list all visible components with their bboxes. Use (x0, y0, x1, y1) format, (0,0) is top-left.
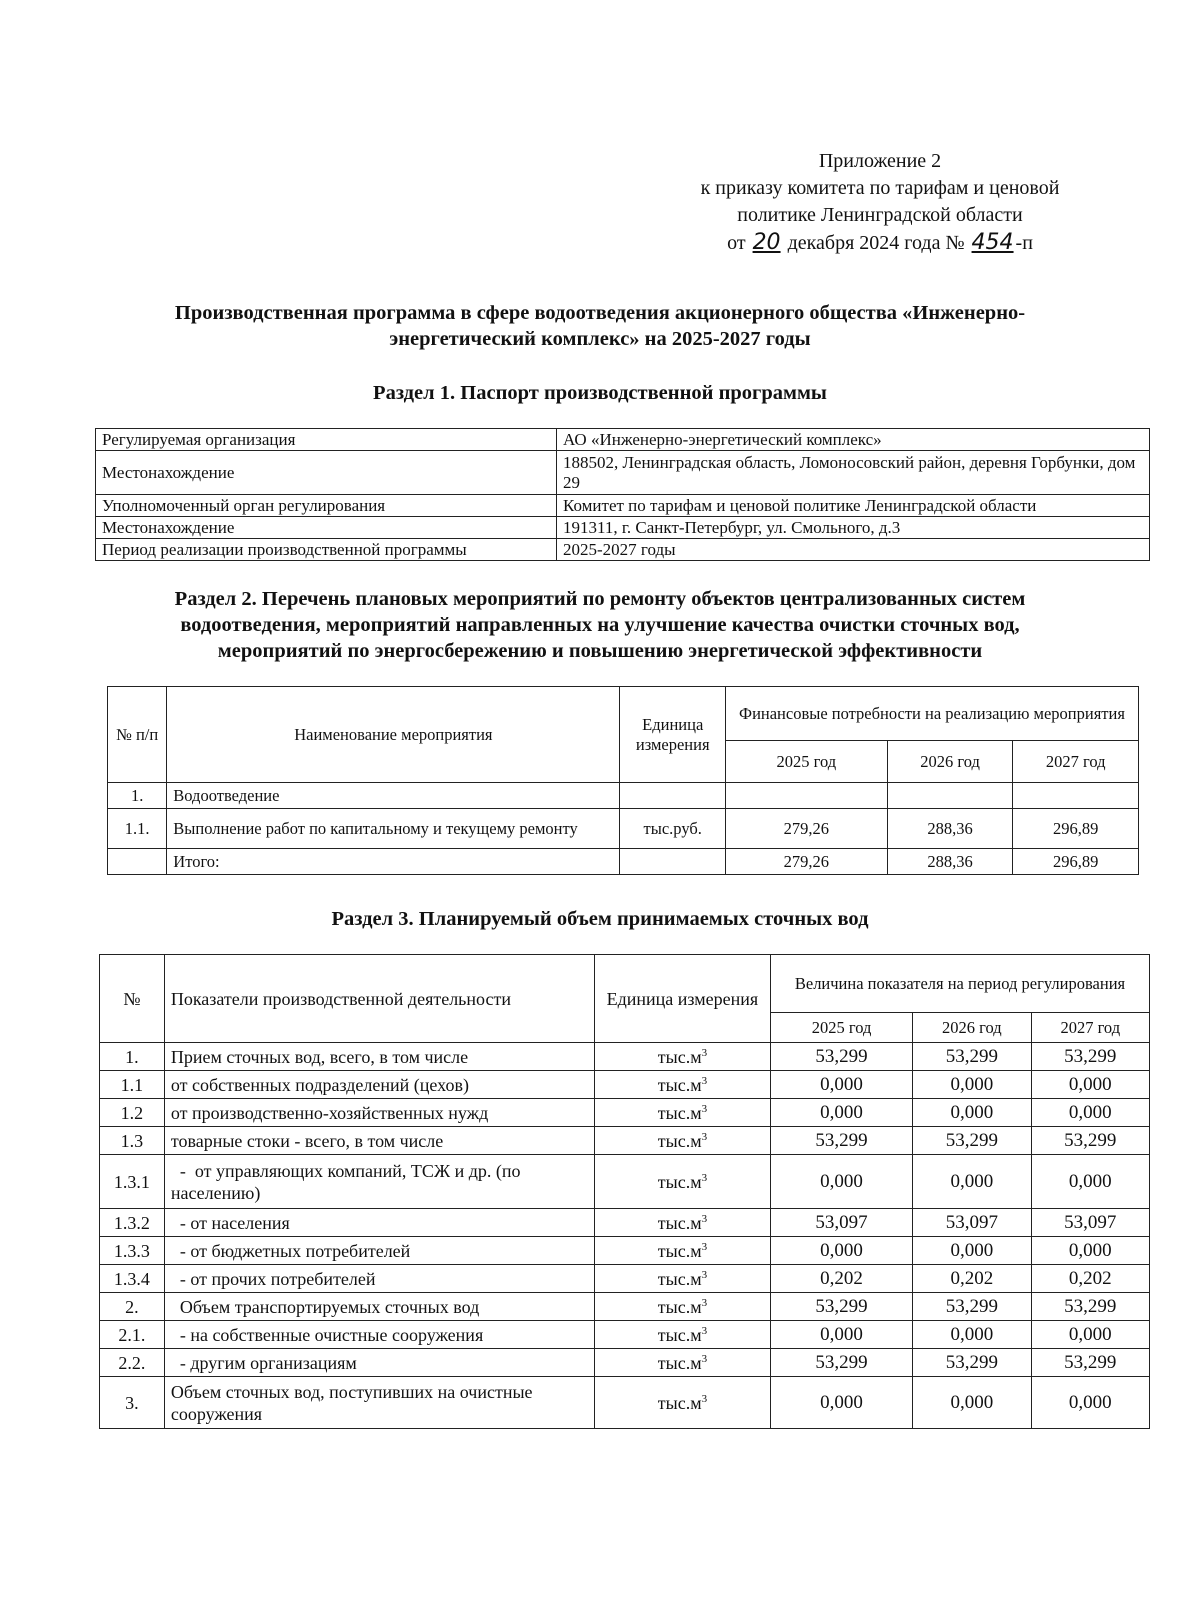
header-2026: 2026 год (913, 1013, 1031, 1043)
unit-base: тыс.м (657, 1268, 702, 1289)
row-num: 1.3.1 (100, 1155, 165, 1209)
passport-row (96, 429, 1150, 451)
row-num: 1.2 (100, 1099, 165, 1127)
row-2026: 53,299 (913, 1349, 1031, 1377)
volumes-row (100, 1293, 1150, 1321)
row-name: - от бюджетных потребителей (164, 1237, 594, 1265)
unit-base: тыс.м (657, 1296, 702, 1317)
unit-base: тыс.м (657, 1324, 702, 1345)
row-2027: 0,000 (1031, 1099, 1149, 1127)
handwritten-day: 20 (752, 230, 781, 255)
row-num: 1. (100, 1043, 165, 1071)
row-name: Итого: (167, 849, 620, 875)
row-2027: 0,000 (1031, 1321, 1149, 1349)
row-2026: 0,000 (913, 1237, 1031, 1265)
row-2026: 288,36 (887, 849, 1013, 875)
passport-table (95, 428, 1150, 561)
row-name: Объем сточных вод, поступивших на очистные сооружения (164, 1377, 594, 1429)
row-num (108, 849, 167, 875)
row-2027: 0,000 (1031, 1071, 1149, 1099)
volumes-row (100, 1155, 1150, 1209)
header-2027: 2027 год (1031, 1013, 1149, 1043)
volumes-row (100, 1099, 1150, 1127)
row-unit (594, 1071, 770, 1099)
header-unit: Единица измерения (594, 955, 770, 1043)
row-2026: 0,202 (913, 1265, 1031, 1293)
row-num: 2. (100, 1293, 165, 1321)
appendix-line-1: Приложение 2 (818, 150, 942, 172)
unit-superscript: 3 (701, 1296, 708, 1309)
row-name: от производственно-хозяйственных нужд (164, 1099, 594, 1127)
row-unit (594, 1293, 770, 1321)
volumes-row (100, 1043, 1150, 1071)
volumes-row (100, 1321, 1150, 1349)
header-num: № п/п (108, 687, 167, 783)
header-2025: 2025 год (725, 741, 887, 783)
section-1-title: Раздел 1. Паспорт производственной программы (373, 382, 827, 404)
row-2025: 53,299 (770, 1043, 912, 1071)
row-2026: 0,000 (913, 1321, 1031, 1349)
unit-base: тыс.м (657, 1102, 702, 1123)
row-2027 (1013, 783, 1139, 809)
row-2025: 0,000 (770, 1321, 912, 1349)
row-2026: 0,000 (913, 1071, 1031, 1099)
row-2025: 53,299 (770, 1349, 912, 1377)
row-name: - от прочих потребителей (164, 1265, 594, 1293)
volumes-body (100, 1043, 1150, 1429)
unit-superscript: 3 (701, 1102, 708, 1115)
passport-row (96, 451, 1150, 495)
appendix-line-3: политике Ленинградской области (737, 204, 1023, 226)
row-2027: 296,89 (1013, 809, 1139, 849)
unit-base: тыс.м (657, 1130, 702, 1151)
row-name: товарные стоки - всего, в том числе (164, 1127, 594, 1155)
row-unit: тыс.руб. (620, 809, 726, 849)
volumes-row (100, 1237, 1150, 1265)
volumes-row (100, 1265, 1150, 1293)
row-2025: 279,26 (725, 849, 887, 875)
unit-base: тыс.м (657, 1240, 702, 1261)
unit-superscript: 3 (701, 1074, 708, 1087)
unit-superscript: 3 (701, 1130, 708, 1143)
row-2025: 0,000 (770, 1377, 912, 1429)
volumes-header-row (100, 955, 1150, 1013)
passport-value: АО «Инженерно-энергетический комплекс» (557, 429, 1150, 451)
unit-base: тыс.м (657, 1074, 702, 1095)
document-title-line-1: Производственная программа в сфере водоотведения акционерного общества «Инженерно- (174, 302, 1026, 324)
row-2025: 0,000 (770, 1071, 912, 1099)
row-2025: 279,26 (725, 809, 887, 849)
row-num: 3. (100, 1377, 165, 1429)
row-2025: 53,299 (770, 1127, 912, 1155)
passport-value: 188502, Ленинградская область, Ломоносовский район, деревня Горбунки, дом 29 (557, 451, 1150, 495)
unit-base: тыс.м (657, 1212, 702, 1233)
row-name: Водоотведение (167, 783, 620, 809)
measures-row (108, 783, 1139, 809)
row-2025: 0,000 (770, 1237, 912, 1265)
appendix-date-line (650, 229, 1110, 257)
section-2-title-line-2: водоотведения, мероприятий направленных на улучшение качества очистки сточных вод, (180, 614, 1020, 636)
section-2-title (80, 586, 1120, 664)
unit-superscript: 3 (701, 1268, 708, 1281)
passport-label: Регулируемая организация (96, 429, 557, 451)
row-2027: 53,299 (1031, 1127, 1149, 1155)
unit-superscript: 3 (701, 1324, 708, 1337)
passport-label: Местонахождение (96, 451, 557, 495)
row-unit (594, 1127, 770, 1155)
row-name: Прием сточных вод, всего, в том числе (164, 1043, 594, 1071)
volumes-row (100, 1127, 1150, 1155)
row-num: 1.3.2 (100, 1209, 165, 1237)
section-2-title-line-1: Раздел 2. Перечень плановых мероприятий по ремонту объектов централизованных систем (174, 588, 1026, 610)
passport-row (96, 517, 1150, 539)
row-2026: 0,000 (913, 1099, 1031, 1127)
row-2027: 0,000 (1031, 1377, 1149, 1429)
passport-row (96, 539, 1150, 561)
date-rest: декабря 2024 года № (787, 232, 965, 254)
header-num: № (100, 955, 165, 1043)
row-2025: 0,000 (770, 1099, 912, 1127)
header-2025: 2025 год (770, 1013, 912, 1043)
row-unit (594, 1043, 770, 1071)
order-suffix: -п (1015, 232, 1033, 254)
row-2027: 53,299 (1031, 1043, 1149, 1071)
section-2-title-line-3: мероприятий по энергосбережению и повышению энергетической эффективности (217, 640, 983, 662)
row-unit (620, 783, 726, 809)
unit-superscript: 3 (701, 1171, 708, 1184)
header-finance: Финансовые потребности на реализацию мероприятия (725, 687, 1138, 741)
row-unit (594, 1377, 770, 1429)
passport-label: Уполномоченный орган регулирования (96, 495, 557, 517)
unit-base: тыс.м (657, 1392, 702, 1413)
row-name: - от управляющих компаний, ТСЖ и др. (по населению) (164, 1155, 594, 1209)
volumes-row (100, 1071, 1150, 1099)
row-num: 1.3.4 (100, 1265, 165, 1293)
header-2026: 2026 год (887, 741, 1013, 783)
row-num: 1.3 (100, 1127, 165, 1155)
row-name: - другим организациям (164, 1349, 594, 1377)
row-2025: 0,202 (770, 1265, 912, 1293)
row-2025: 0,000 (770, 1155, 912, 1209)
row-2026: 0,000 (913, 1377, 1031, 1429)
unit-base: тыс.м (657, 1352, 702, 1373)
volumes-row (100, 1349, 1150, 1377)
header-name: Наименование мероприятия (167, 687, 620, 783)
appendix-header (650, 148, 1110, 257)
volumes-row (100, 1209, 1150, 1237)
passport-value: Комитет по тарифам и ценовой политике Ленинградской области (557, 495, 1150, 517)
row-name: от собственных подразделений (цехов) (164, 1071, 594, 1099)
row-2026 (887, 783, 1013, 809)
row-2026: 0,000 (913, 1155, 1031, 1209)
row-unit (594, 1155, 770, 1209)
row-2027: 53,097 (1031, 1209, 1149, 1237)
header-unit: Единица измерения (620, 687, 726, 783)
passport-row (96, 495, 1150, 517)
passport-label: Местонахождение (96, 517, 557, 539)
row-2027: 296,89 (1013, 849, 1139, 875)
row-2026: 53,299 (913, 1043, 1031, 1071)
row-2026: 288,36 (887, 809, 1013, 849)
unit-superscript: 3 (701, 1046, 708, 1059)
unit-superscript: 3 (701, 1392, 708, 1405)
handwritten-order-number: 454 (971, 230, 1014, 255)
measures-table (107, 686, 1139, 875)
row-2025 (725, 783, 887, 809)
passport-value: 191311, г. Санкт-Петербург, ул. Смольного, д.3 (557, 517, 1150, 539)
row-num: 1.1 (100, 1071, 165, 1099)
document-title-line-2: энергетический комплекс» на 2025-2027 годы (389, 328, 811, 350)
section-3-title: Раздел 3. Планируемый объем принимаемых сточных вод (331, 908, 869, 930)
measures-total-row (108, 849, 1139, 875)
unit-superscript: 3 (701, 1212, 708, 1225)
row-num: 1.3.3 (100, 1237, 165, 1265)
row-num: 1.1. (108, 809, 167, 849)
row-2027: 0,000 (1031, 1237, 1149, 1265)
volumes-table (99, 954, 1150, 1429)
row-name: - на собственные очистные сооружения (164, 1321, 594, 1349)
date-prefix: от (727, 232, 746, 254)
row-num: 2.2. (100, 1349, 165, 1377)
row-num: 1. (108, 783, 167, 809)
row-2027: 53,299 (1031, 1349, 1149, 1377)
document-title (80, 300, 1120, 352)
measures-row (108, 809, 1139, 849)
row-unit (594, 1321, 770, 1349)
unit-base: тыс.м (657, 1046, 702, 1067)
header-period: Величина показателя на период регулирования (770, 955, 1149, 1013)
row-2026: 53,299 (913, 1127, 1031, 1155)
unit-superscript: 3 (701, 1240, 708, 1253)
row-unit (594, 1099, 770, 1127)
volumes-row (100, 1377, 1150, 1429)
row-2026: 53,299 (913, 1293, 1031, 1321)
row-2027: 53,299 (1031, 1293, 1149, 1321)
measures-header-row (108, 687, 1139, 741)
row-2026: 53,097 (913, 1209, 1031, 1237)
header-2027: 2027 год (1013, 741, 1139, 783)
unit-base: тыс.м (657, 1171, 702, 1192)
header-name: Показатели производственной деятельности (164, 955, 594, 1043)
unit-superscript: 3 (701, 1352, 708, 1365)
row-name: - от населения (164, 1209, 594, 1237)
row-unit (594, 1209, 770, 1237)
row-name: Объем транспортируемых сточных вод (164, 1293, 594, 1321)
row-num: 2.1. (100, 1321, 165, 1349)
row-unit (620, 849, 726, 875)
row-2025: 53,097 (770, 1209, 912, 1237)
row-2025: 53,299 (770, 1293, 912, 1321)
appendix-line-2: к приказу комитета по тарифам и ценовой (700, 177, 1060, 199)
passport-label: Период реализации производственной программы (96, 539, 557, 561)
row-2027: 0,202 (1031, 1265, 1149, 1293)
row-unit (594, 1265, 770, 1293)
row-name: Выполнение работ по капитальному и текущему ремонту (167, 809, 620, 849)
row-2027: 0,000 (1031, 1155, 1149, 1209)
row-unit (594, 1237, 770, 1265)
row-unit (594, 1349, 770, 1377)
passport-value: 2025-2027 годы (557, 539, 1150, 561)
